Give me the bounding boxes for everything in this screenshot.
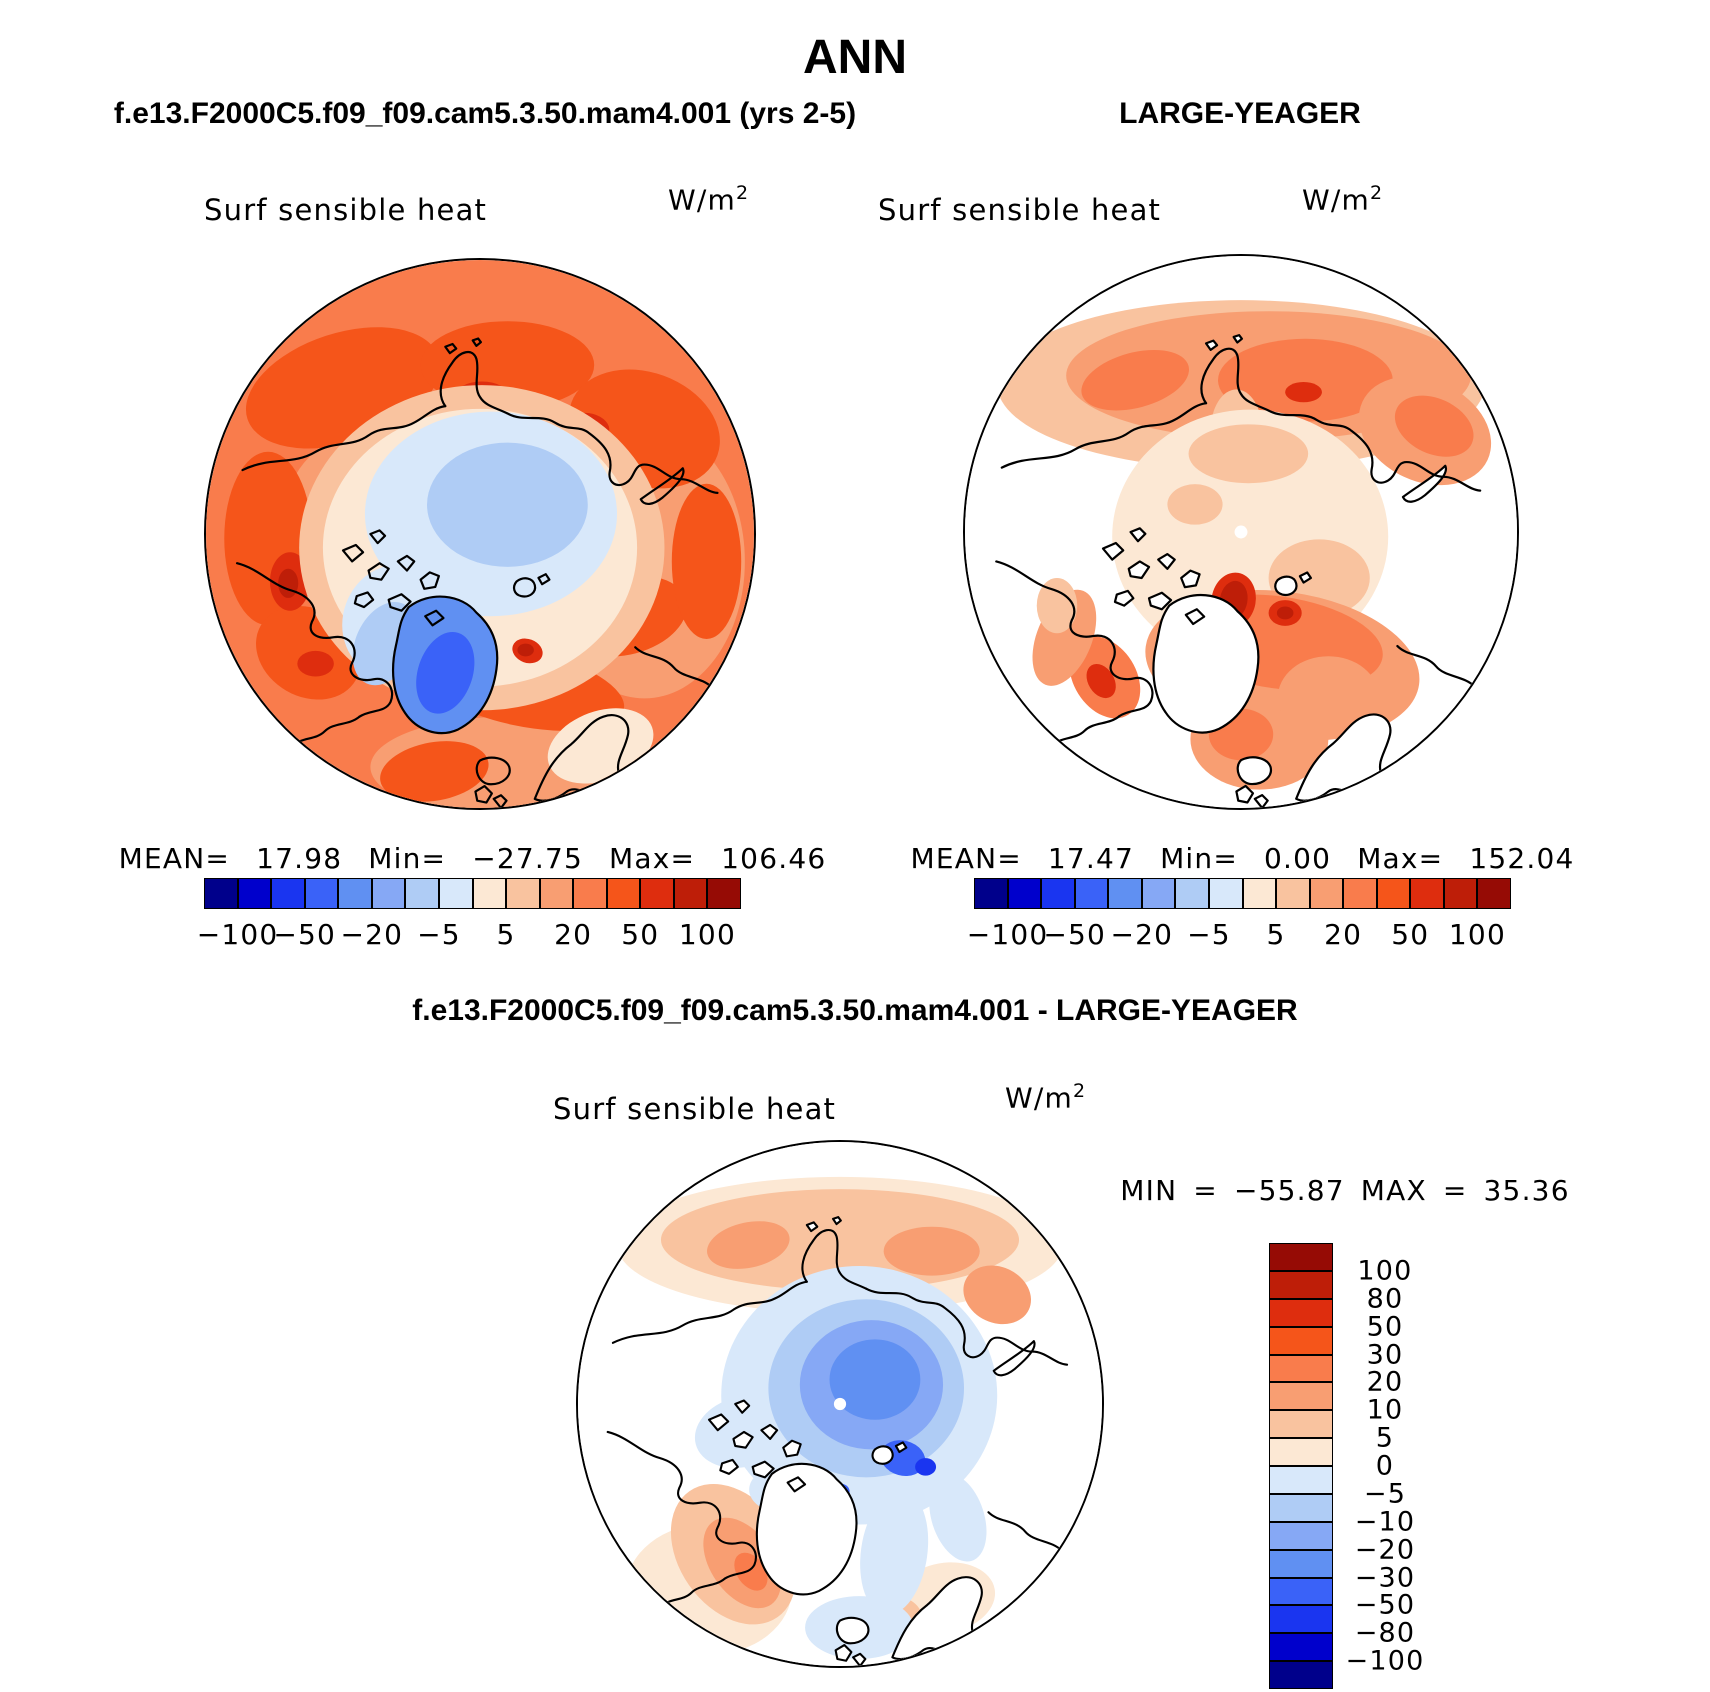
units-base: W/m (1005, 1081, 1073, 1115)
colorbar-cell (338, 878, 372, 909)
obs-subtitle: LARGE-YEAGER (1119, 97, 1361, 130)
diff-colorbar (1269, 1243, 1333, 1689)
colorbar-tick-label: −100 (966, 918, 1049, 951)
colorbar-cell (1269, 1494, 1333, 1522)
colorbar-cell (1269, 1327, 1333, 1355)
colorbar-tick-label: −50 (1043, 918, 1107, 951)
colorbar-cell (607, 878, 641, 909)
mean-value: 17.47 (1047, 842, 1135, 875)
colorbar-tick-label: 20 (1366, 1366, 1404, 1398)
colorbar-cell (1444, 878, 1478, 909)
colorbar-cell (439, 878, 473, 909)
colorbar-tick-label: −100 (1345, 1645, 1425, 1677)
colorbar-cell (1041, 878, 1075, 909)
min-value: −55.87 (1233, 1174, 1345, 1207)
max-label: MAX (1360, 1174, 1427, 1207)
diff-colorbar-ticks (1337, 1243, 1433, 1689)
min-value: −27.75 (472, 842, 584, 875)
units-base: W/m (668, 183, 736, 217)
colorbar-tick-label: 100 (1357, 1255, 1413, 1287)
obs-map (963, 254, 1519, 810)
colorbar-tick-label: −5 (1187, 918, 1231, 951)
colorbar-cell (238, 878, 272, 909)
colorbar-cell (1269, 1271, 1333, 1299)
obs-stats (910, 842, 1575, 875)
colorbar-tick-label: −30 (1354, 1562, 1416, 1593)
colorbar-cell (1269, 1522, 1333, 1550)
pole-dot (1235, 526, 1248, 539)
diff-title: f.e13.F2000C5.f09_f09.cam5.3.50.mam4.001 - LARGE-YEAGER (412, 994, 1298, 1027)
min-value: 0.00 (1264, 842, 1332, 875)
colorbar-cell (540, 878, 574, 909)
model-colorbar (204, 878, 741, 909)
colorbar-cell (305, 878, 339, 909)
colorbar-cell (1269, 1410, 1333, 1438)
colorbar-tick-label: −5 (1363, 1478, 1407, 1510)
units-base: W/m (1302, 183, 1370, 217)
colorbar-cell (640, 878, 674, 909)
mean-label: MEAN= (910, 842, 1022, 875)
colorbar-tick-label: −50 (273, 918, 337, 951)
colorbar-tick-label: 50 (1366, 1311, 1404, 1343)
min-label: Min= (1160, 842, 1239, 875)
colorbar-tick-label: 50 (621, 918, 660, 951)
model-map (204, 258, 756, 810)
colorbar-cell (1269, 1438, 1333, 1466)
colorbar-cell (1343, 878, 1377, 909)
obs-units-label (1302, 182, 1383, 216)
diff-minmax (1120, 1174, 1570, 1207)
diff-units-label (1005, 1080, 1086, 1114)
colorbar-cell (1410, 878, 1444, 909)
colorbar-tick-label: −10 (1354, 1506, 1416, 1538)
colorbar-cell (1477, 878, 1511, 909)
mean-label: MEAN= (118, 842, 231, 875)
diff-field-label: Surf sensible heat (553, 1092, 837, 1126)
model-subtitle: f.e13.F2000C5.f09_f09.cam5.3.50.mam4.001 (yrs 2-5) (113, 97, 857, 130)
colorbar-tick-label: 30 (1366, 1339, 1404, 1370)
colorbar-cell (473, 878, 507, 909)
page-title: ANN (803, 31, 907, 84)
model-map-plot (206, 260, 754, 808)
colorbar-tick-label: −100 (196, 918, 279, 951)
colorbar-cell (204, 878, 238, 909)
colorbar-cell (1108, 878, 1142, 909)
colorbar-tick-label: 5 (496, 918, 516, 951)
colorbar-cell (1175, 878, 1209, 909)
colorbar-tick-label: 50 (1391, 918, 1430, 951)
colorbar-tick-label: −5 (417, 918, 461, 951)
colorbar-tick-label: 100 (678, 918, 736, 951)
colorbar-cell (1310, 878, 1344, 909)
units-exponent: 2 (736, 182, 750, 204)
mean-value: 17.98 (256, 842, 343, 875)
colorbar-cell (1276, 878, 1310, 909)
equals-sign: = (1193, 1174, 1218, 1207)
diff-map-plot (578, 1142, 1102, 1666)
colorbar-tick-label: −20 (1110, 918, 1174, 951)
colorbar-tick-label: 20 (1324, 918, 1363, 951)
obs-colorbar (974, 878, 1511, 909)
colorbar-cell (674, 878, 708, 909)
min-label: Min= (368, 842, 447, 875)
colorbar-cell (1269, 1578, 1333, 1606)
units-exponent: 2 (1073, 1080, 1087, 1102)
max-label: Max= (1357, 842, 1444, 875)
pole-dot (834, 1398, 846, 1410)
colorbar-cell (1142, 878, 1176, 909)
colorbar-cell (1269, 1550, 1333, 1578)
colorbar-cell (573, 878, 607, 909)
model-colorbar-ticks (196, 918, 741, 954)
colorbar-tick-label: 20 (554, 918, 593, 951)
colorbar-cell (1269, 1355, 1333, 1383)
colorbar-cell (1075, 878, 1109, 909)
colorbar-tick-label: 80 (1366, 1283, 1404, 1315)
obs-map-plot (965, 256, 1517, 808)
colorbar-tick-label: −20 (340, 918, 404, 951)
colorbar-tick-label: 5 (1266, 918, 1286, 951)
colorbar-cell (372, 878, 406, 909)
colorbar-tick-label: −50 (1354, 1589, 1416, 1621)
colorbar-cell (1269, 1466, 1333, 1494)
max-label: Max= (609, 842, 696, 875)
colorbar-cell (506, 878, 540, 909)
colorbar-cell (974, 878, 1008, 909)
equals-sign: = (1442, 1174, 1468, 1207)
colorbar-cell (1269, 1382, 1333, 1410)
colorbar-cell (1209, 878, 1243, 909)
colorbar-tick-label: 10 (1366, 1394, 1404, 1426)
colorbar-cell (1269, 1243, 1333, 1271)
colorbar-cell (707, 878, 741, 909)
obs-colorbar-ticks (966, 918, 1511, 954)
model-units-label (668, 182, 749, 216)
colorbar-cell (1269, 1633, 1333, 1661)
colorbar-tick-label: 100 (1448, 918, 1506, 951)
colorbar-tick-label: 5 (1375, 1422, 1395, 1454)
colorbar-tick-label: −80 (1354, 1617, 1416, 1649)
colorbar-tick-label: 0 (1375, 1450, 1395, 1482)
colorbar-tick-label: −20 (1354, 1534, 1416, 1566)
max-value: 35.36 (1483, 1174, 1570, 1207)
min-label: MIN (1120, 1174, 1178, 1207)
diff-map (576, 1140, 1104, 1668)
max-value: 152.04 (1469, 842, 1575, 875)
colorbar-cell (405, 878, 439, 909)
model-stats (118, 842, 827, 875)
max-value: 106.46 (721, 842, 827, 875)
colorbar-cell (1269, 1605, 1333, 1633)
colorbar-cell (1269, 1661, 1333, 1689)
colorbar-cell (1008, 878, 1042, 909)
model-field-label: Surf sensible heat (204, 193, 488, 227)
colorbar-cell (1377, 878, 1411, 909)
units-exponent: 2 (1370, 182, 1384, 204)
obs-field-label: Surf sensible heat (878, 193, 1162, 227)
colorbar-cell (1243, 878, 1277, 909)
colorbar-cell (1269, 1299, 1333, 1327)
colorbar-cell (271, 878, 305, 909)
